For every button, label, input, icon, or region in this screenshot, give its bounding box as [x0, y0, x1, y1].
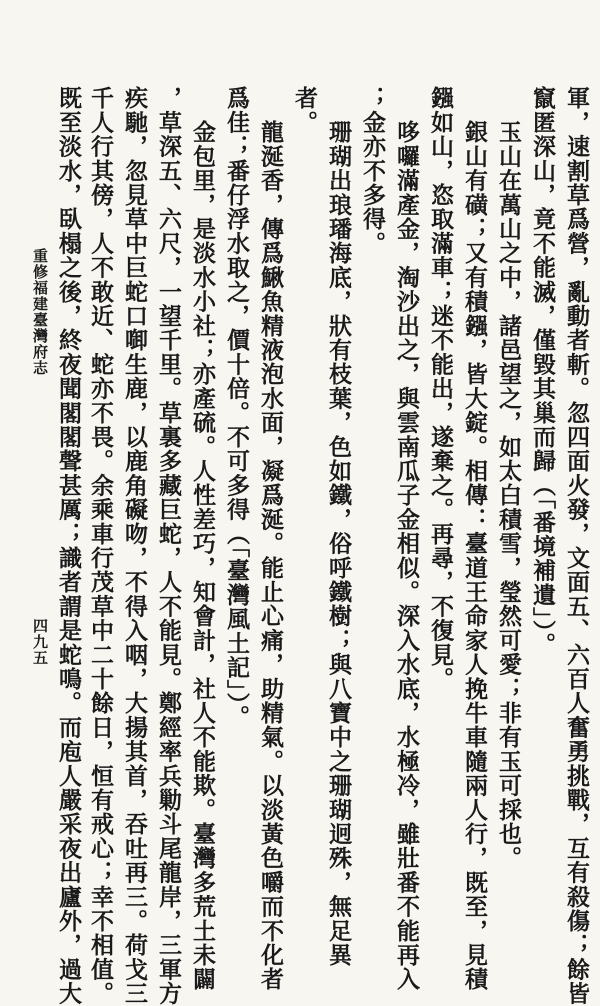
page-number: 四九五	[31, 618, 49, 666]
text-column-11: 爲佳；番仔浮水取之，價十倍。不可多得（「臺灣風土記」）。	[223, 86, 250, 730]
text-column-3: 玉山在萬山之中，諸邑望之，如太白積雪，瑩然可愛；非有玉可採也。	[495, 120, 522, 871]
text-column-13: ，草深五、六尺，一望千里。草裏多藏巨蛇，人不能見。鄭經率兵勦斗尾龍岸，三軍方	[155, 86, 182, 1006]
text-column-10: 龍涎香，傳爲鰍魚精液泡水面，凝爲涎。能止心痛，助精氣。以淡黃色嚼而不化者	[257, 120, 284, 992]
text-column-12: 金包里，是淡水小社；亦產硫。人性差巧，知會計，社人不能欺。臺灣多荒土未闢	[189, 120, 216, 992]
text-column-2: 竄匿深山，竟不能滅，僅毀其巢而歸（「番境補遺」）。	[529, 86, 556, 657]
text-column-4: 銀山有磺；又有積鏹，皆大錠。相傳：臺道王命家人挽牛車隨兩人行，既至，見積	[461, 120, 488, 992]
text-column-15: 千人行其傍，人不敢近、蛇亦不畏。余乘車行茂草中二十餘日，恒有戒心；幸不相值。	[87, 86, 114, 1006]
text-column-9: 者。	[291, 86, 318, 135]
running-title: 重修福建臺灣府志	[31, 248, 49, 376]
text-column-8: 珊瑚出琅璠海底，狀有枝葉，色如鐵，俗呼鐵樹；與八寶中之珊瑚迥殊，無足異	[325, 120, 352, 967]
text-column-6: 哆囉滿產金，淘沙出之，與雲南瓜子金相似。深入水底，水極冷，雖壯番不能再入	[393, 120, 420, 992]
text-column-1: 軍，速割草爲營，亂動者斬。忽四面火發，文面五、六百人奮勇挑戰，互有殺傷；餘皆	[563, 86, 590, 1006]
text-column-5: 鏹如山，恣取滿車；迷不能出，遂棄之。再尋，不復見。	[427, 86, 454, 691]
text-column-14: 疾馳，忽見草中巨蛇口啣生鹿，以鹿角礙吻，不得入咽，大揚其首，吞吐再三。荷戈三	[121, 86, 148, 1006]
text-column-7: ；金亦不多得。	[359, 86, 386, 256]
text-column-16: 既至淡水，臥榻之後，終夜聞閣閣聲甚厲；識者謂是蛇鳴。而庖人嚴采夜出廬外，過大	[55, 86, 82, 1006]
